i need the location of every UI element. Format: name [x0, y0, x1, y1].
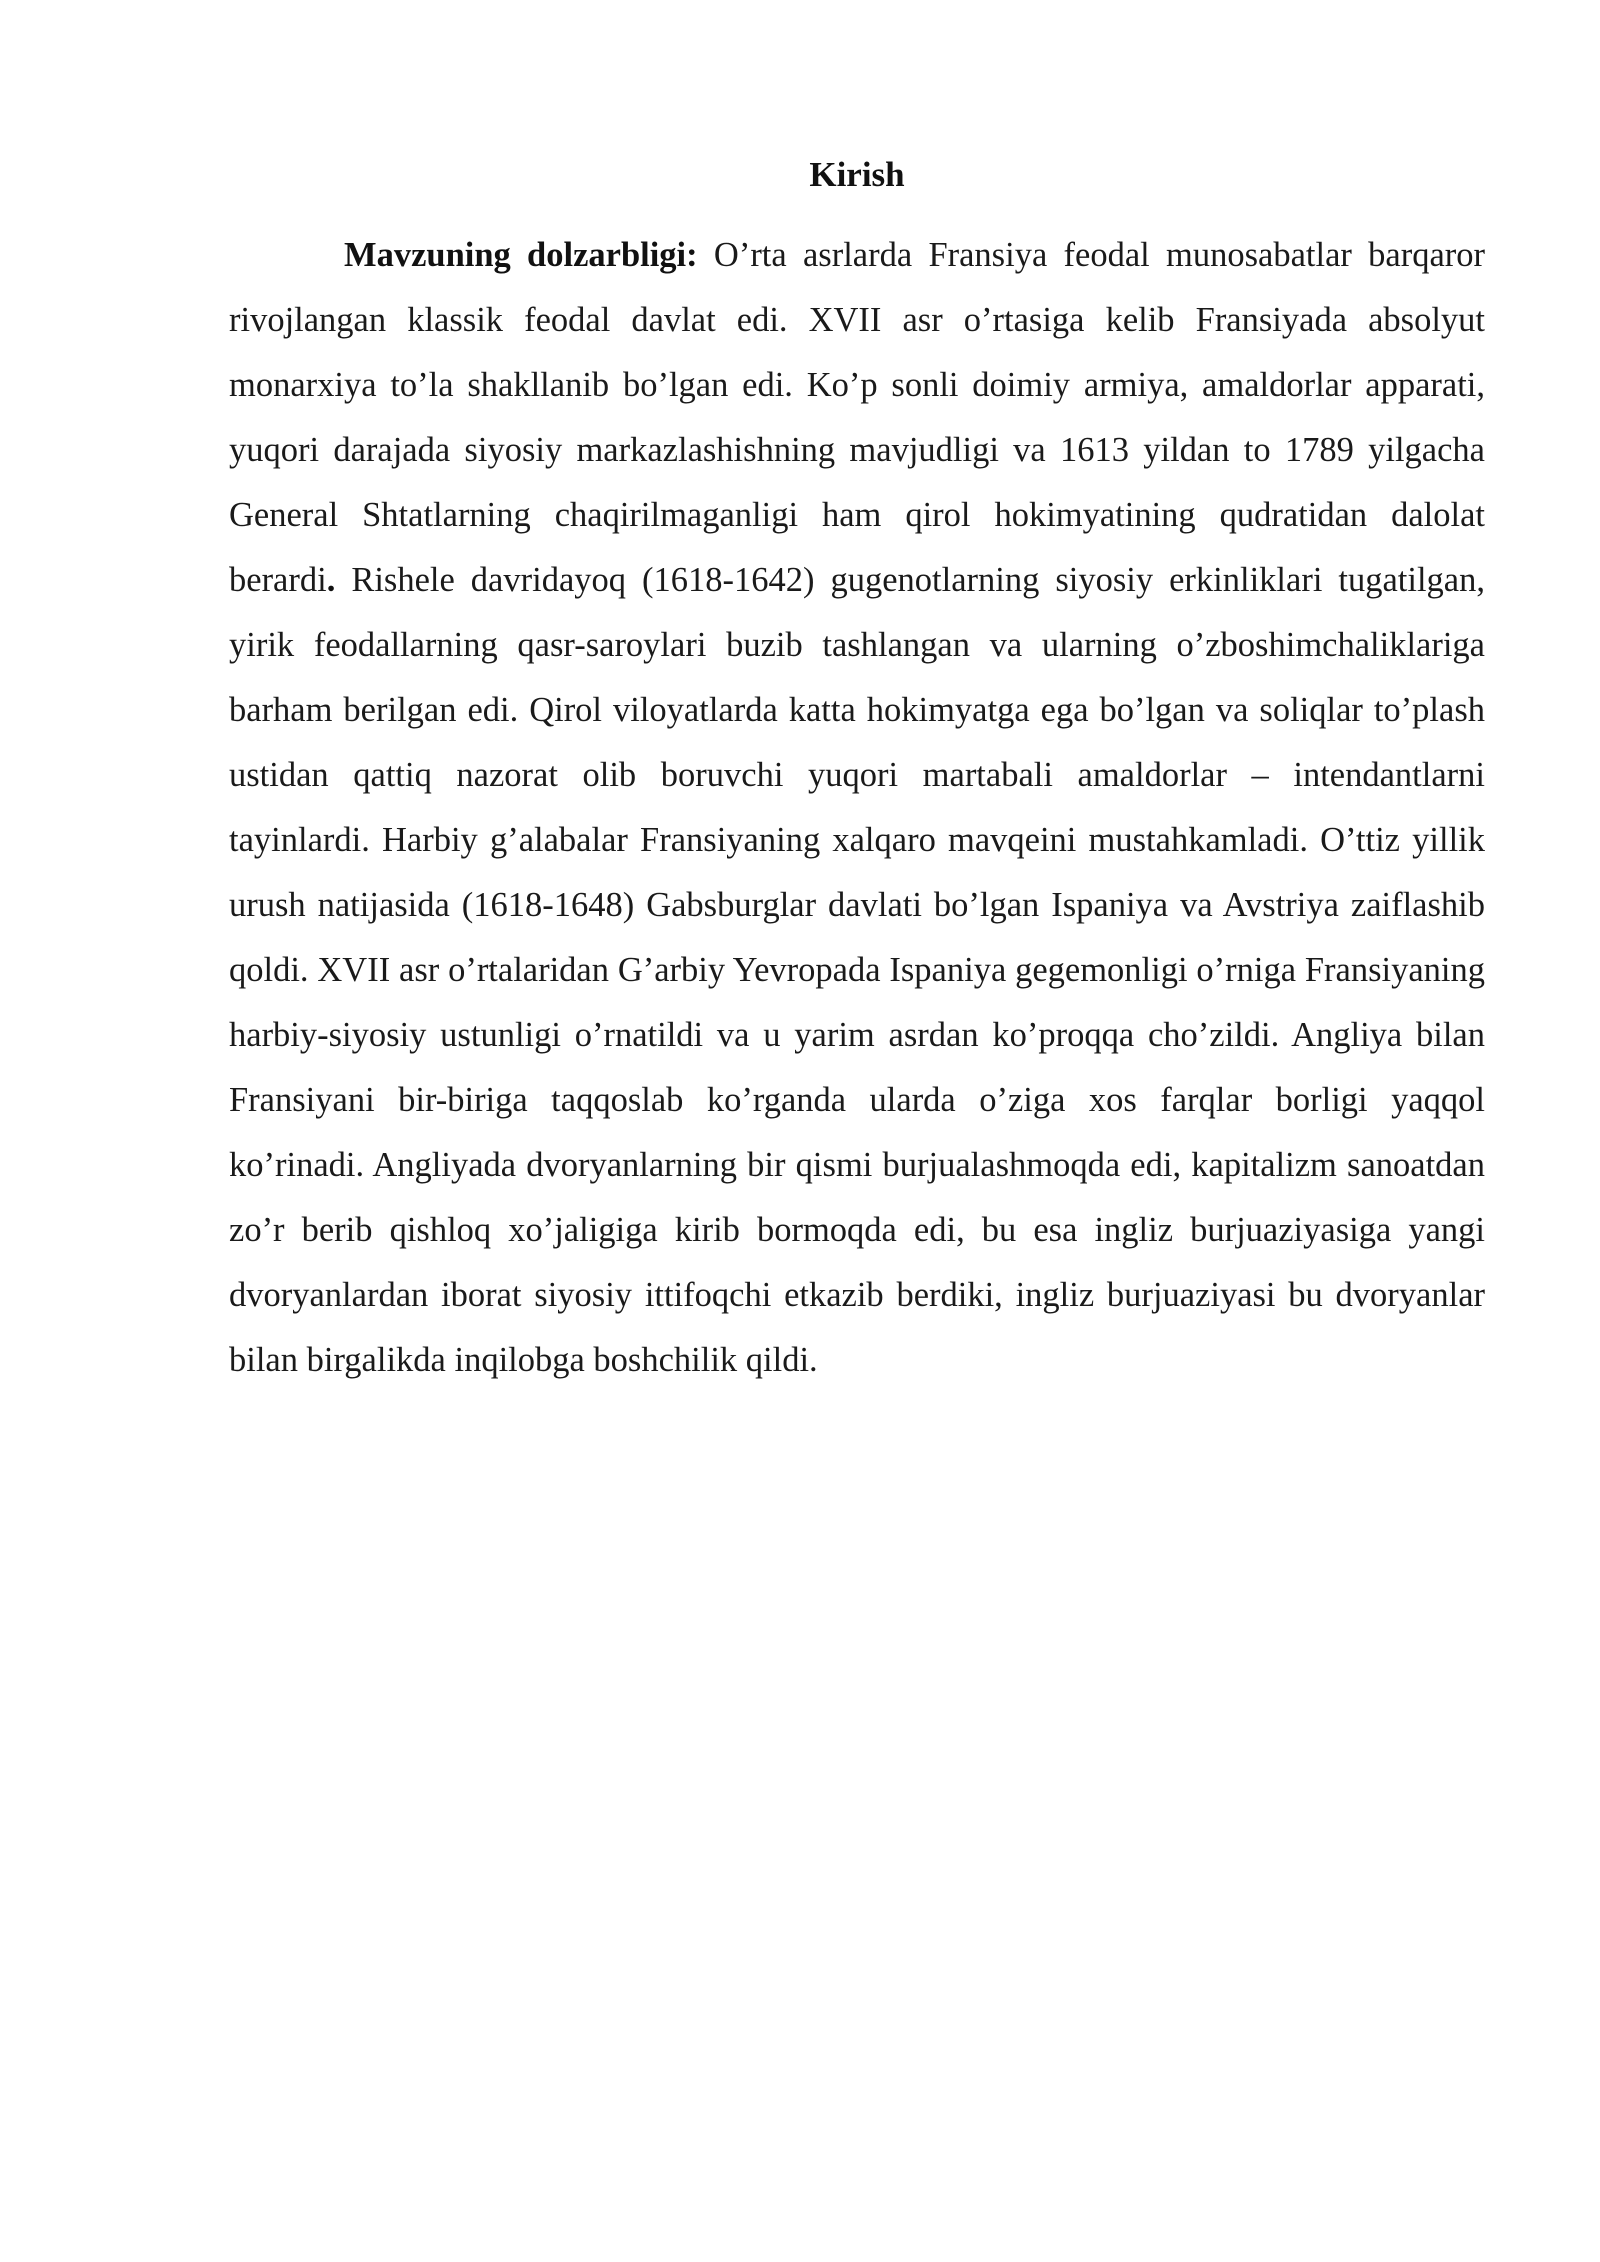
- paragraph-lead-heading: Mavzuning dolzarbligi:: [344, 236, 698, 274]
- paragraph-bold-period: .: [326, 561, 336, 599]
- body-paragraph: [229, 223, 1485, 1393]
- paragraph-text-part1: O’rta asrlarda Fransiya feodal munosabatlar barqaror rivojlangan klassik feodal davlat edi. XVII asr o’rtasiga kelib Fransiyada absolyut monarxiya to’la shakllanib bo’lgan edi. Ko’p sonli doimiy armiya, amaldorlar apparati, yuqori darajada siyosiy markazlashishning mavjudligi va 1613 yildan to 1789 yilgacha General Shtatlarning chaqirilmaganligi ham qirol hokimyatining qudratidan dalolat berardi: [229, 236, 1485, 599]
- paragraph-text-part2: Rishele davridayoq (1618-1642) gugenotlarning siyosiy erkinliklari tugatilgan, yirik feodallarning qasr-saroylari buzib tashlangan va ularning o’zboshimchaliklariga barham berilgan edi. Qirol viloyatlarda katta hokimyatga ega bo’lgan va soliqlar to’plash ustidan qattiq nazorat olib boruvchi yuqori martabali amaldorlar – intendantlarni tayinlardi. Harbiy g’alabalar Fransiyaning xalqaro mavqeini mustahkamladi. O’ttiz yillik urush natijasida (1618-1648) Gabsburglar davlati bo’lgan Ispaniya va Avstriya zaiflashib qoldi. XVII asr o’rtalaridan G’arbiy Yevropada Ispaniya gegemonligi o’rniga Fransiyaning harbiy-siyosiy ustunligi o’rnatildi va u yarim asrdan ko’proqqa cho’zildi. Angliya bilan Fransiyani bir-biriga taqqoslab ko’rganda ularda o’ziga xos farqlar borligi yaqqol ko’rinadi. Angliyada dvoryanlarning bir qismi burjualashmoqda edi, kapitalizm sanoatdan zo’r berib qishloq xo’jaligiga kirib bormoqda edi, bu esa ingliz burjuaziyasiga yangi dvoryanlardan iborat siyosiy ittifoqchi etkazib berdiki, ingliz burjuaziyasi bu dvoryanlar bilan birgalikda inqilobga boshchilik qildi.: [229, 561, 1485, 1379]
- page-title: Kirish: [809, 155, 905, 194]
